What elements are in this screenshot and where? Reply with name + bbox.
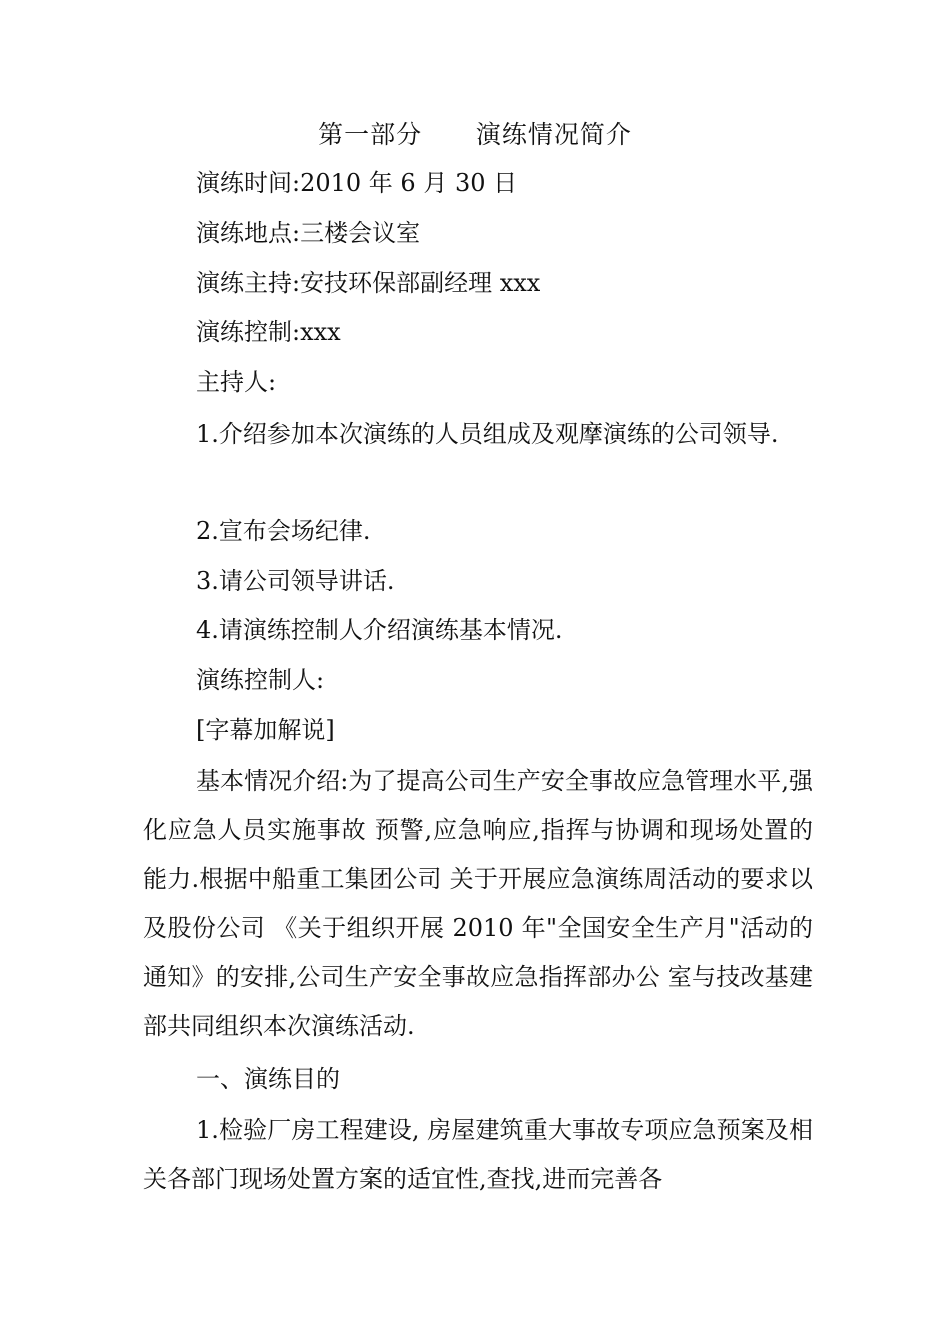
drill-place: 演练地点:三楼会议室 <box>196 219 421 247</box>
host-item-1: 1.介绍参加本次演练的人员组成及观摩演练的公司领导. <box>196 420 779 448</box>
intro-paragraph: 基本情况介绍:为了提高公司生产安全事故应急管理水平,强化应急人员实施事故 预警,应急响应,指挥与协调和现场处置的能力.根据中船重工集团公司 关于开展应急演练周活动的要求以及股份公司 《关于组织开展 2010 年"全国安全生产月"活动的通知》的安排,公司生产安全事故应急指挥部办公 室与技改基建部共同组织本次演练活动. <box>143 767 813 1040</box>
host-item-2: 2.宣布会场纪律. <box>196 517 371 545</box>
drill-host: 演练主持:安技环保部副经理 xxx <box>196 269 541 297</box>
page-title: 第一部分 演练情况简介 <box>318 120 632 149</box>
caption-note: [字幕加解说] <box>196 716 335 744</box>
host-item-3: 3.请公司领导讲话. <box>196 567 395 595</box>
drill-control: 演练控制:xxx <box>196 318 341 346</box>
host-item-4: 4.请演练控制人介绍演练基本情况. <box>196 616 563 644</box>
section-heading-purpose: 一、演练目的 <box>196 1065 340 1093</box>
controller-label: 演练控制人: <box>196 666 325 694</box>
host-label: 主持人: <box>196 368 277 396</box>
drill-time: 演练时间:2010 年 6 月 30 日 <box>196 169 518 197</box>
purpose-item-1: 1.检验厂房工程建设, 房屋建筑重大事故专项应急预案及相 关各部门现场处置方案的适宜性,查找,进而完善各 <box>143 1116 813 1193</box>
